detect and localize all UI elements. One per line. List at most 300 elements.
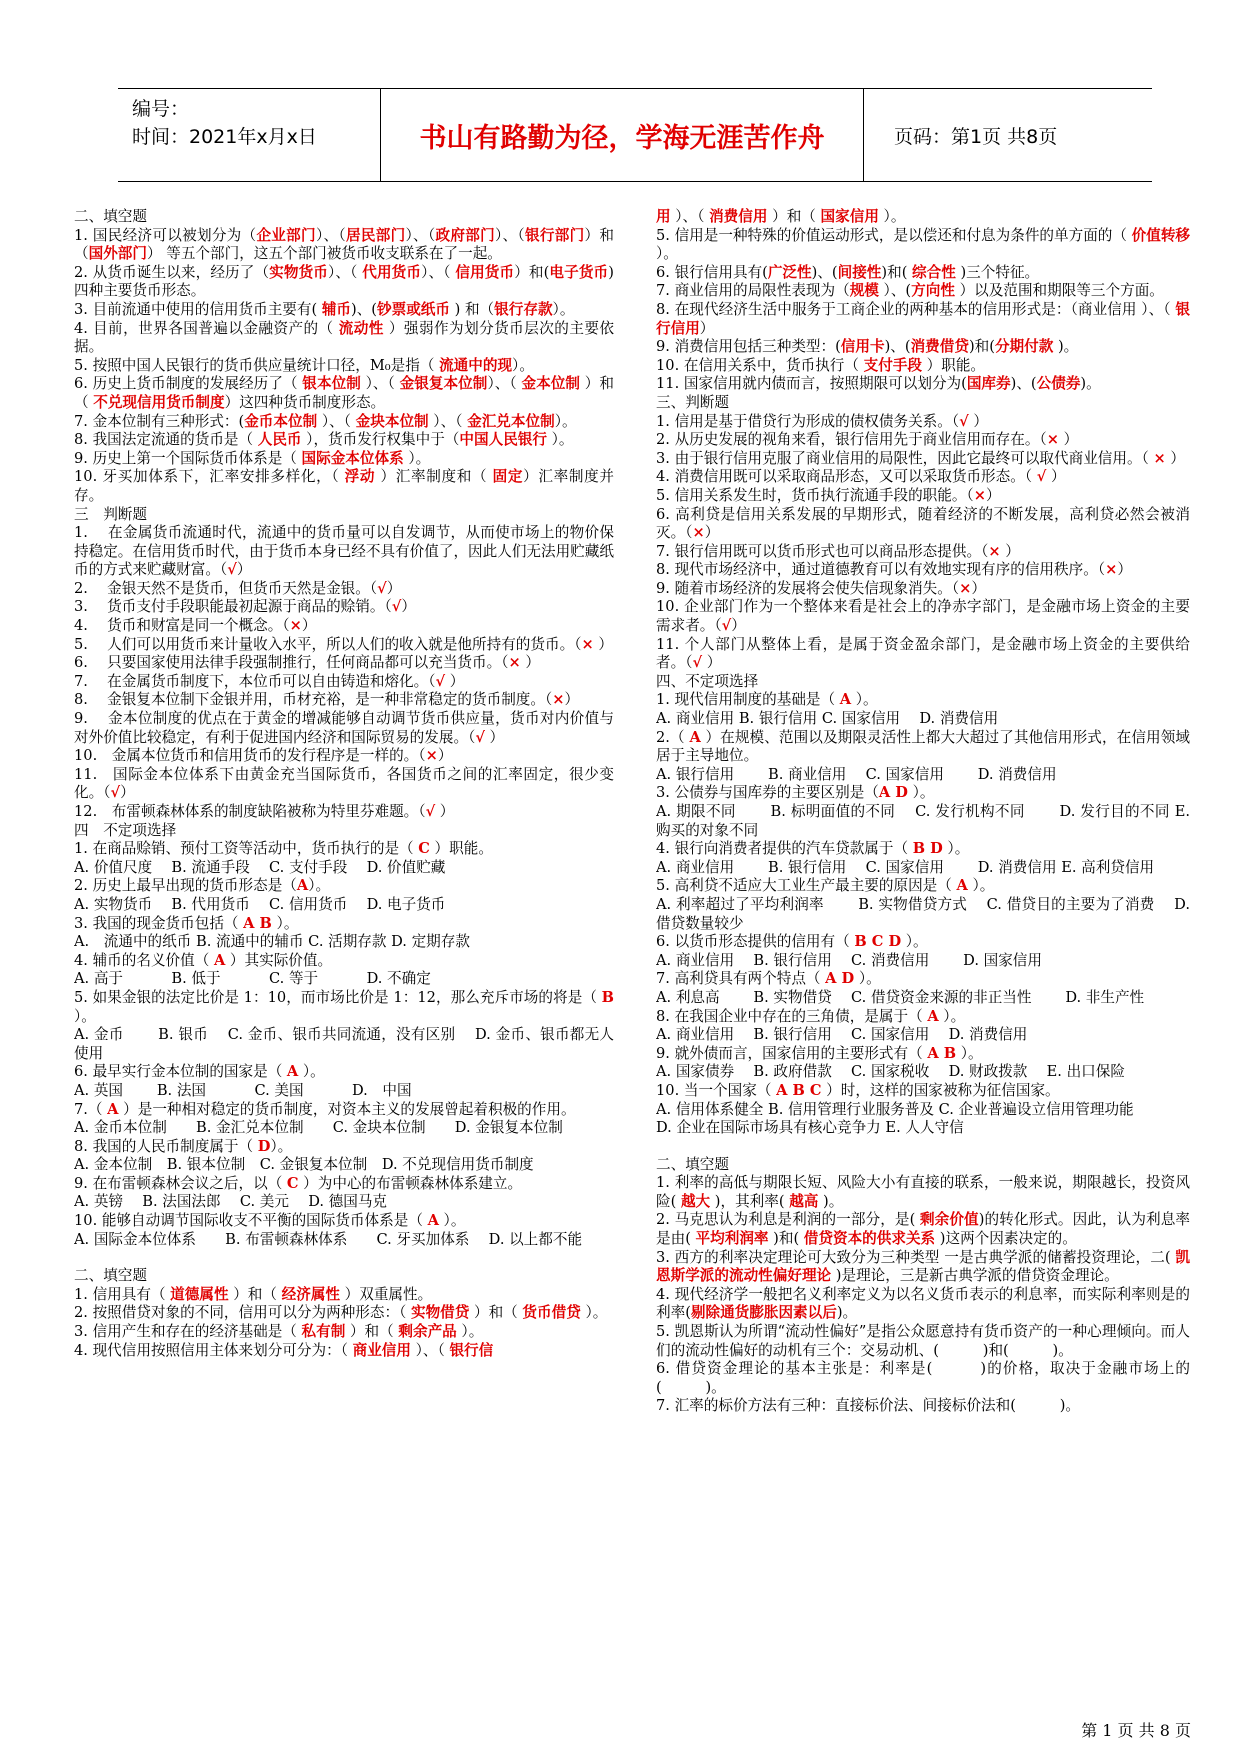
answer-text: 银行部门 xyxy=(524,226,585,244)
answer-text: × xyxy=(552,691,565,709)
answer-text: 剩余价值 xyxy=(920,1211,979,1229)
question-text: )这两个因素决定的。 xyxy=(935,1230,1077,1248)
question-text: ）是一种相对稳定的货币制度，对资本主义的发展曾起着积极的作用。 xyxy=(118,1100,576,1118)
question-text: ） xyxy=(1165,449,1185,467)
answer-text: × xyxy=(1105,561,1118,579)
question-text: 3. 货币支付手段职能最初起源于商品的赊销。（ xyxy=(74,598,392,616)
question-text: 4. 现代经济学一般把名义利率定义为以名义货币表示的利息率，而实际利率则是的利率( xyxy=(656,1285,1190,1322)
question-text: )是理论，三是新古典学派的借贷资金理论。 xyxy=(831,1267,1119,1285)
question-line xyxy=(656,375,1190,394)
answer-text: × xyxy=(289,617,302,635)
question-text: 2. 从货币诞生以来，经历了（ xyxy=(74,263,270,281)
answer-text: 凯恩斯学派的流动性偏好理论 xyxy=(656,1248,1190,1285)
question-line xyxy=(74,524,614,580)
question-line xyxy=(74,208,614,227)
question-text: ）。 xyxy=(878,208,906,225)
answer-text: A xyxy=(956,877,968,895)
question-line xyxy=(74,952,614,971)
question-line xyxy=(656,933,1190,952)
question-text: 11. 国际金本位体系下由黄金充当国际货币，各国货币之间的汇率固定，很少变化。（ xyxy=(74,765,614,802)
question-line xyxy=(74,896,614,915)
question-line xyxy=(74,320,614,357)
question-text: ）。 xyxy=(546,431,574,449)
answer-text: × xyxy=(425,747,438,765)
answer-text: × xyxy=(1046,431,1059,449)
question-text: ）为中心的布雷顿森林体系建立。 xyxy=(298,1174,523,1192)
answer-text: 公债券 xyxy=(1036,375,1081,393)
question-text: )和( xyxy=(881,263,913,281)
answer-text: 经济属性 xyxy=(281,1285,341,1303)
question-text: ） xyxy=(301,617,317,635)
answer-text: A B xyxy=(243,914,272,932)
answer-text: C xyxy=(286,1174,299,1192)
question-text: ） xyxy=(985,486,1001,504)
question-line xyxy=(656,431,1190,450)
question-text: 10. 当一个国家（ xyxy=(656,1081,777,1099)
answer-text: A D xyxy=(825,970,855,988)
question-text: ）、（ xyxy=(494,226,525,244)
question-text: 2. 从历史发展的视角来看，银行信用先于商业信用而存在。（ xyxy=(656,431,1047,449)
answer-text: 私有制 xyxy=(301,1323,346,1341)
question-line xyxy=(656,394,1190,413)
question-text: 8. 现代市场经济中，通过道德教育可以有效地实现有序的信用秩序。（ xyxy=(656,561,1106,579)
question-text: 6. 以货币形态提供的信用有（ xyxy=(656,933,855,951)
question-text: 二、填空题 xyxy=(74,208,147,225)
question-line xyxy=(656,952,1190,971)
answer-text: × xyxy=(581,635,594,653)
question-text: ）、（ xyxy=(327,263,363,281)
question-text: )、( xyxy=(884,338,911,356)
question-text: 10. 金属本位货币和信用货币的发行程序是一样的。（ xyxy=(74,747,426,765)
question-text: 2. 金银天然不是货币，但货币天然是金银。（ xyxy=(74,579,378,597)
answer-text: 用 xyxy=(656,208,671,225)
question-line xyxy=(656,1397,1190,1416)
question-text: A. 金币 B. 银币 C. 金币、银币共同流通，没有区别 D. 金币、银币都无人使用 xyxy=(74,1026,614,1062)
question-text: ）职能。 xyxy=(429,840,493,858)
question-line xyxy=(74,636,614,655)
question-line xyxy=(656,1008,1190,1027)
question-line xyxy=(656,450,1190,469)
answer-text: 实物借贷 xyxy=(410,1304,470,1322)
answer-text: D xyxy=(257,1137,271,1155)
question-text: 5. 如果金银的法定比价是 1：10，而市场比价是 1：12，那么充斥市场的将是（ xyxy=(74,988,602,1006)
question-line xyxy=(74,1304,614,1323)
question-text: ） xyxy=(445,672,465,690)
question-text: ）、（ xyxy=(405,226,436,244)
question-text: ）。 xyxy=(438,1212,466,1230)
question-text: 3. 西方的利率决定理论可大致分为三种类型 一是古典学派的储蓄投资理论，二( xyxy=(656,1248,1176,1266)
question-text: ） xyxy=(236,561,252,579)
question-text: ）和（ xyxy=(767,208,821,225)
question-text: A. 高于 B. 低于 C. 等于 D. 不确定 xyxy=(74,970,431,988)
question-text: 2. 马克思认为利息是利润的一部分，是( xyxy=(656,1211,920,1229)
question-text: ）。 xyxy=(298,1063,325,1081)
answer-text: 固定 xyxy=(492,468,524,486)
question-line xyxy=(74,598,614,617)
question-text: 5. 信用关系发生时，货币执行流通手段的职能。（ xyxy=(656,486,974,504)
question-text: ） xyxy=(702,654,722,672)
question-text: ）和（ xyxy=(74,226,614,263)
question-text: ）在规模、范围以及期限灵活性上都大大超过了其他信用形式，在信用领域居于主导地位。 xyxy=(656,728,1190,765)
question-line xyxy=(656,580,1190,599)
question-text: 6. 最早实行金本位制的国家是（ xyxy=(74,1063,287,1081)
question-text: ）以及范围和期限等三个方面。 xyxy=(954,282,1164,300)
question-text: ）、（ xyxy=(670,208,710,225)
answer-text: A D xyxy=(878,784,908,802)
question-text: ）这四种货币制度形态。 xyxy=(224,393,386,411)
question-line xyxy=(656,227,1190,264)
question-text: A. 信用体系健全 B. 信用管理行业服务普及 C. 企业普遍设立信用管理功能 xyxy=(656,1100,1134,1118)
question-text: 2.（ xyxy=(656,728,690,746)
question-text: A. 英镑 B. 法国法郎 C. 美元 D. 德国马克 xyxy=(74,1193,388,1211)
question-line xyxy=(74,431,614,450)
question-text: 4. 辅币的名义价值（ xyxy=(74,951,214,969)
answer-text: 金汇兑本位制 xyxy=(467,412,555,430)
question-text: 7. 汇率的标价方法有三种：直接标价法、间接标价法和( )。 xyxy=(656,1397,1080,1415)
question-line xyxy=(74,1101,614,1120)
question-text: 1. 在金属货币流通时代，流通中的货币量可以自发调节，从而使市场上的物价保持稳定。在信用货币时代，由于货币本身已经不具有价值了，因此人们无法用贮藏纸币的方式来贮藏财富。（ xyxy=(74,524,614,579)
question-text: 4. 货币和财富是同一个概念。（ xyxy=(74,617,290,635)
question-text: ）。 xyxy=(967,877,995,895)
question-text: ）、（ xyxy=(410,1341,450,1359)
question-line xyxy=(656,784,1190,803)
question-text: )、( xyxy=(1010,375,1037,393)
answer-text: × xyxy=(508,654,521,672)
answer-text: 银行信用 xyxy=(656,300,1190,337)
question-line xyxy=(74,1026,614,1063)
question-line xyxy=(74,877,614,896)
question-line xyxy=(74,970,614,989)
answer-text: √ xyxy=(959,412,969,430)
question-line xyxy=(656,859,1190,878)
question-text: ），货币发行权集中于（ xyxy=(301,431,460,449)
answer-text: √ xyxy=(1036,468,1047,486)
question-line xyxy=(656,1286,1190,1323)
question-line xyxy=(656,208,1190,227)
answer-text: A xyxy=(427,1212,439,1230)
question-text: ）。 xyxy=(552,300,575,318)
answer-text: A xyxy=(286,1063,299,1081)
answer-text: B D xyxy=(912,840,943,858)
question-text: )三个特征。 xyxy=(955,263,1040,281)
question-line xyxy=(656,301,1190,338)
question-text: ）职能。 xyxy=(922,356,986,374)
question-text: 11. 国家信用就内债而言，按照期限可以划分为( xyxy=(656,375,967,393)
answer-text: 价值转移 xyxy=(1131,226,1190,244)
question-text: ）汇率制度和（ xyxy=(375,468,493,486)
question-text: 三 判断题 xyxy=(74,505,147,523)
answer-text: 银行存款 xyxy=(494,300,553,318)
question-text: D. 企业在国际市场具有核心竞争力 E. 人人守信 xyxy=(656,1119,964,1137)
question-line xyxy=(656,1063,1190,1082)
answer-text: √ xyxy=(475,728,485,746)
question-text: 9. 在布雷顿森林会议之后，以（ xyxy=(74,1174,287,1192)
answer-text: 国库券 xyxy=(966,375,1011,393)
answer-text: 电子货币 xyxy=(549,263,609,281)
question-text: ）。 xyxy=(271,914,299,932)
answer-text: √ xyxy=(110,784,121,802)
question-text: A. 银行信用 B. 商业信用 C. 国家信用 D. 消费信用 xyxy=(656,765,1057,783)
question-text: 8. 在现代经济生活中服务于工商企业的两种基本的信用形式是：（商业信用 ）、（ xyxy=(656,300,1176,318)
right-column xyxy=(656,208,1190,1688)
answer-text: C xyxy=(418,840,430,858)
question-text: A. 商业信用 B. 银行信用 C. 消费信用 D. 国家信用 xyxy=(656,951,1042,969)
question-text: ）和（ xyxy=(74,375,614,411)
question-text: ）。 xyxy=(854,970,881,988)
question-text: ） xyxy=(1117,561,1132,579)
question-line xyxy=(74,1063,614,1082)
answer-text: B xyxy=(601,988,614,1006)
question-line xyxy=(74,915,614,934)
question-text: )、( xyxy=(351,300,377,318)
left-column xyxy=(74,208,614,1688)
answer-text: A xyxy=(213,951,226,969)
question-text: 9. 消费信用包括三种类型：( xyxy=(656,338,841,356)
question-line xyxy=(74,710,614,747)
question-text: ） xyxy=(1000,542,1020,560)
question-text: ） xyxy=(971,579,986,597)
question-text: 1. 在商品赊销、预付工资等活动中，货币执行的是（ xyxy=(74,840,419,858)
question-line xyxy=(74,822,614,841)
question-text: A. 金币本位制 B. 金汇兑本位制 C. 金块本位制 D. 金银复本位制 xyxy=(74,1119,563,1137)
question-line xyxy=(656,1101,1190,1120)
page-footer: 第 1 页 共 8 页 xyxy=(1081,1721,1191,1740)
answer-text: 广泛性 xyxy=(767,263,812,281)
spacer xyxy=(74,1249,614,1267)
question-text: 8. 金银复本位制下金银并用，币材充裕，是一种非常稳定的货币制度。（ xyxy=(74,691,553,709)
question-text: ） xyxy=(968,412,988,430)
question-text: )，其利率( xyxy=(710,1192,790,1210)
question-line xyxy=(74,859,614,878)
question-text: ）时，这样的国家被称为征信国家。 xyxy=(821,1081,1060,1099)
question-line xyxy=(74,227,614,264)
question-text: ）。 xyxy=(656,245,678,263)
answer-text: × xyxy=(692,524,705,542)
answer-text: √ xyxy=(227,561,237,579)
question-text: ）和（ xyxy=(345,1323,399,1341)
answer-text: 支付手段 xyxy=(863,356,923,374)
answer-text: A xyxy=(689,728,701,746)
question-text: ） xyxy=(435,803,455,820)
answer-text: 人民币 xyxy=(257,431,302,449)
question-line xyxy=(74,1119,614,1138)
question-text: 二、填空题 xyxy=(74,1267,147,1285)
answer-text: 规模 xyxy=(849,282,879,300)
question-text: 8. 我国的人民币制度属于（ xyxy=(74,1137,258,1155)
question-text: ）和（ xyxy=(469,1304,523,1322)
question-text: ) 和（ xyxy=(449,300,495,318)
question-text: A. 商业信用 B. 银行信用 C. 国家信用 D. 消费信用 xyxy=(656,710,999,728)
question-line xyxy=(656,561,1190,580)
question-text: ）。 xyxy=(851,691,878,709)
question-line xyxy=(656,1323,1190,1360)
question-text: ）双重属性。 xyxy=(340,1285,433,1303)
question-text: 3. 信用产生和存在的经济基础是（ xyxy=(74,1323,302,1341)
question-text: 10. 企业部门作为一个整体来看是社会上的净赤字部门，是金融市场上资金的主要需求者。（ xyxy=(656,598,1190,635)
question-text: )四种主要货币形态。 xyxy=(74,263,614,300)
question-text: 9. 随着市场经济的发展将会使失信现象消失。（ xyxy=(656,579,960,597)
question-text: 9. 历史上第一个国际货币体系是（ xyxy=(74,449,302,467)
question-text: 8. 在我国企业中存在的三角债，是属于（ xyxy=(656,1007,928,1025)
question-text: ） xyxy=(437,747,453,765)
question-line xyxy=(656,766,1190,785)
question-text: ）。 xyxy=(512,356,534,374)
question-text: ） xyxy=(120,784,135,802)
question-text: ）。 xyxy=(74,1007,96,1025)
question-line xyxy=(656,691,1190,710)
question-text: A. 价值尺度 B. 流通手段 C. 支付手段 D. 价值贮藏 xyxy=(74,858,446,876)
answer-text: √ xyxy=(721,617,732,635)
question-line xyxy=(656,1045,1190,1064)
question-line xyxy=(74,1156,614,1175)
question-text: ）、（ xyxy=(421,263,456,281)
answer-text: × xyxy=(988,542,1001,560)
spacer xyxy=(656,1138,1190,1156)
answer-text: 浮动 xyxy=(344,468,376,486)
answer-text: 代用货币 xyxy=(362,263,422,281)
answer-text: 居民部门 xyxy=(345,226,406,244)
question-text: 7. 在金属货币制度下，本位币可以自由铸造和熔化。（ xyxy=(74,672,436,690)
answer-text: 剔除通货膨胀因素以后 xyxy=(690,1304,837,1322)
question-text: 7.（ xyxy=(74,1100,108,1118)
question-text: )和( xyxy=(968,338,995,356)
question-line xyxy=(656,264,1190,283)
answer-text: 借贷资本的供求关系 xyxy=(803,1230,936,1248)
question-line xyxy=(656,896,1190,933)
question-text: 6. 银行信用具有( xyxy=(656,263,768,281)
question-text: 7. 高利贷具有两个特点（ xyxy=(656,970,826,988)
question-text: )。 xyxy=(1080,375,1101,393)
question-line xyxy=(74,357,614,376)
question-text: )。 xyxy=(836,1304,858,1322)
answer-text: 消费借贷 xyxy=(910,338,969,356)
question-text: A. 金本位制 B. 银本位制 C. 金银复本位制 D. 不兑现信用货币制度 xyxy=(74,1156,534,1174)
question-text: A. 商业信用 B. 银行信用 C. 国家信用 D. 消费信用 xyxy=(656,1026,1028,1044)
question-text: 四、不定项选择 xyxy=(656,672,759,690)
question-text: A. 商业信用 B. 银行信用 C. 国家信用 D. 消费信用 E. 高利贷信用 xyxy=(656,858,1155,876)
answer-text: 信用货币 xyxy=(455,263,515,281)
question-text: 4. 银行向消费者提供的汽车贷款属于（ xyxy=(656,840,913,858)
question-line xyxy=(656,729,1190,766)
question-text: )、( xyxy=(811,263,838,281)
answer-text: 政府部门 xyxy=(435,226,495,244)
question-text: ）。 xyxy=(942,840,970,858)
question-text: ）。 xyxy=(270,1137,293,1155)
question-text: ）和( xyxy=(514,263,550,281)
answer-text: 国际金本位体系 xyxy=(301,449,404,467)
question-text: ）。 xyxy=(456,1323,484,1341)
question-line xyxy=(656,1156,1190,1175)
question-text: 1. 现代信用制度的基础是（ xyxy=(656,691,840,709)
answer-text: 平均利润率 xyxy=(695,1230,769,1248)
answer-text: 越高 xyxy=(789,1192,819,1210)
answer-text: 银本位制 xyxy=(302,375,361,393)
question-line xyxy=(656,468,1190,487)
question-text: ）。 xyxy=(907,784,935,802)
question-line xyxy=(74,375,614,412)
motto: 书山有路勤为径，学海无涯苦作舟 xyxy=(380,89,864,181)
question-text: 4. 消费信用既可以采取商品形态，又可以采取货币形态。（ xyxy=(656,468,1037,486)
question-text: ）。 xyxy=(308,877,331,895)
answer-text: A B xyxy=(927,1044,957,1062)
answer-text: 道德属性 xyxy=(170,1285,229,1303)
question-text: 7. 金本位制有三种形式：( xyxy=(74,412,245,430)
question-text: 11. 个人部门从整体上看，是属于资金盈余部门，是金融市场上资金的主要供给者。（ xyxy=(656,635,1190,672)
page-label: 页码：第1页 共8页 xyxy=(894,125,1058,148)
answer-text: 信用卡 xyxy=(840,338,885,356)
question-text: 10. 能够自动调节国际收支不平衡的国际货币体系是（ xyxy=(74,1212,428,1230)
number-label: 编号： xyxy=(132,98,190,120)
question-text: 6. 高利贷是信用关系发展的早期形式，随着经济的不断发展，高利贷必然会被消灭。（ xyxy=(656,505,1190,542)
question-line xyxy=(74,747,614,766)
question-text: ）。 xyxy=(403,449,431,467)
question-text: ）。 xyxy=(938,1007,966,1025)
question-text: A. 实物货币 B. 代用货币 C. 信用货币 D. 电子货币 xyxy=(74,895,446,913)
answer-text: 流动性 xyxy=(338,319,384,337)
question-line xyxy=(656,413,1190,432)
question-text: ） xyxy=(484,728,505,746)
question-text: ） xyxy=(699,319,715,337)
answer-text: B C D xyxy=(854,933,902,951)
question-text: )和( xyxy=(768,1230,804,1248)
question-line xyxy=(74,654,614,673)
answer-text: 间接性 xyxy=(837,263,882,281)
question-line xyxy=(74,450,614,469)
answer-text: 流通中的现 xyxy=(439,356,513,374)
question-line xyxy=(656,877,1190,896)
question-line xyxy=(74,1138,614,1157)
question-line xyxy=(656,710,1190,729)
question-text: 1. 利率的高低与期限长短、风险大小有直接的联系，一般来说，期限越长，投资风险( xyxy=(656,1174,1190,1210)
answer-text: 企业部门 xyxy=(256,226,316,244)
question-line xyxy=(656,1360,1190,1397)
question-text: ） xyxy=(386,579,402,597)
question-text: ）、（ xyxy=(487,375,522,393)
question-line xyxy=(656,673,1190,692)
answer-text: 分期付款 xyxy=(994,338,1054,356)
question-line xyxy=(656,338,1190,357)
question-line xyxy=(74,1193,614,1212)
question-text: 9. 金本位制度的优点在于黄金的增减能够自动调节货币供应量，货币对内价值与对外价值比较稳定，有利于促进国内经济和国际贸易的发展。（ xyxy=(74,710,614,746)
question-text: 1. 信用具有（ xyxy=(74,1285,171,1303)
question-line xyxy=(74,1342,614,1361)
question-line xyxy=(74,803,614,822)
question-line xyxy=(74,301,614,320)
question-line xyxy=(74,1323,614,1342)
question-text: 10. 牙买加体系下，汇率安排多样化，（ xyxy=(74,468,345,486)
answer-text: √ xyxy=(377,579,387,597)
question-line xyxy=(74,580,614,599)
question-text: ）、（ xyxy=(315,226,346,244)
question-text: A. 英国 B. 法国 C. 美国 D. 中国 xyxy=(74,1081,412,1099)
question-text: 3. 公债券与国库券的主要区别是（ xyxy=(656,784,879,802)
question-text: ）。 xyxy=(901,933,928,951)
question-text: 二、填空题 xyxy=(656,1155,729,1173)
question-line xyxy=(74,1286,614,1305)
question-text: 5. 按照中国人民银行的货币供应量统计口径，M₀是指（ xyxy=(74,356,440,374)
question-text: A. 国家债券 B. 政府借款 C. 国家税收 D. 财政拨款 E. 出口保险 xyxy=(656,1063,1125,1081)
question-text: ）。 xyxy=(554,412,577,430)
question-text: 2. 按照借贷对象的不同，信用可以分为两种形态：（ xyxy=(74,1304,411,1322)
question-text: 12. 布雷顿森林体系的制度缺陷被称为特里芬难题。（ xyxy=(74,803,426,820)
question-text: 3. 由于银行信用克服了商业信用的局限性，因此它最终可以取代商业信用。（ xyxy=(656,449,1154,467)
question-text: 4. 现代信用按照信用主体来划分可分为：（ xyxy=(74,1341,353,1359)
answer-text: √ xyxy=(425,803,436,820)
answer-text: 越大 xyxy=(680,1192,711,1210)
question-text: 5. 高利贷不适应大工业生产最主要的原因是（ xyxy=(656,877,957,895)
answer-text: 辅币 xyxy=(321,300,352,318)
answer-text: × xyxy=(1153,449,1166,467)
